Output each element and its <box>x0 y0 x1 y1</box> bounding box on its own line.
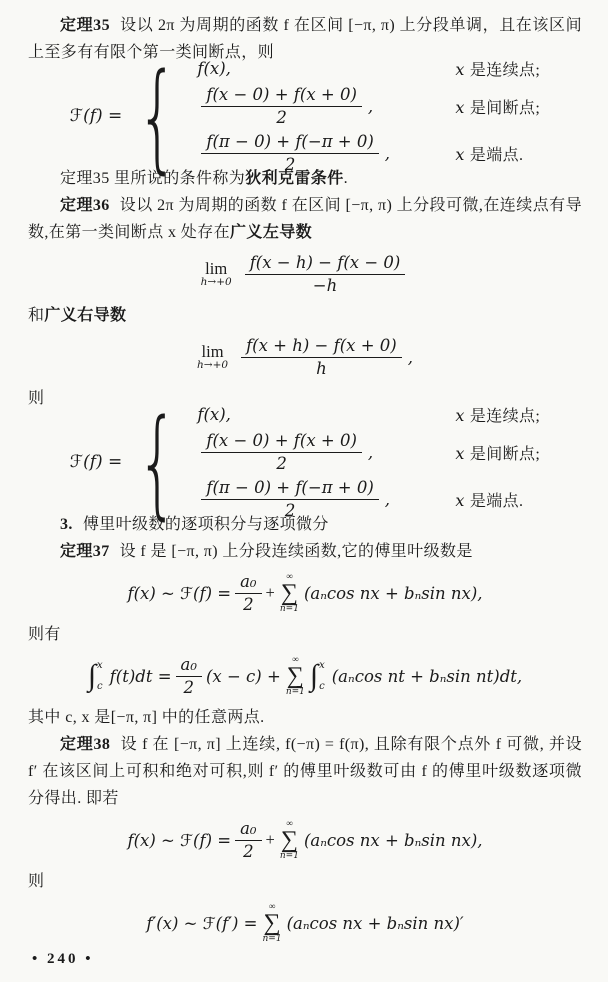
case-rows <box>197 403 540 520</box>
theorem-36-text: 设以 2π 为周期的函数 f 在区间 [−π, π) 上分段可微,在连续点有导数,在第一类间断点 x 处存在 <box>28 197 582 241</box>
theorem-38-text: 设 f 在 [−π, π] 上连续, f(−π) = f(π), 且除有限个点外 f 可微, 并设 f′ 在该区间上可积和绝对可积,则 f′ 的傅里叶级数可由 f 的傅里叶级数逐项微分得出. 即若 <box>28 736 582 807</box>
case-condition: x 是间断点; <box>455 97 541 117</box>
summation-operator: ∞ ∑ n=1 <box>279 818 299 861</box>
fourier-operator-lhs: ℱ(f) = <box>69 451 123 472</box>
dirichlet-remark-paragraph: 定理35 里所说的条件称为狄利克雷条件. <box>60 170 349 187</box>
case-row-discontinuity <box>197 431 540 473</box>
fourier-series-formula-2: f(x) ~ ℱ(f) = $\frac{\text{a₀}}{2}$ + ∞ ∑ n=1 (aₙcos nx + bₙsin nx), <box>127 818 483 861</box>
limit-operator: lim h→+0 <box>200 258 232 289</box>
theorem-36-label: 定理36 <box>60 197 110 214</box>
fraction: $\frac{\text{a₀}}{2}$ <box>235 819 261 861</box>
theorem-37-text: 设 f 是 [−π, π) 上分段连续函数,它的傅里叶级数是 <box>119 543 473 560</box>
generalized-left-derivative-term: 广义左导数 <box>230 224 313 241</box>
theorem-38-label: 定理38 <box>60 736 111 753</box>
theorem-38-paragraph <box>28 731 582 812</box>
summation-operator: ∞ ∑ n=1 <box>262 901 282 944</box>
then-word-2: 则 <box>28 873 45 890</box>
case-expr: $\frac{f(x - 0) + f(x + 0)}{2}$ , <box>197 431 455 473</box>
summation-operator: ∞ ∑ n=1 <box>285 654 305 697</box>
case-condition: x 是间断点; <box>455 443 541 463</box>
page-number: • 240 • <box>32 951 94 967</box>
theorem-37-label: 定理37 <box>60 543 110 560</box>
case-expr: f(x), <box>197 405 231 424</box>
case-condition: x 是端点. <box>455 490 524 510</box>
theorem-35-label: 定理35 <box>60 17 110 34</box>
summation-operator: ∞ ∑ n=1 <box>279 571 299 614</box>
term-by-term-differentiation-formula: f′(x) ~ ℱ(f′) = ∞ ∑ n=1 (aₙcos nx + bₙsin nx)′ <box>146 901 464 944</box>
left-brace: { <box>137 46 179 185</box>
then-have-word: 则有 <box>28 626 61 643</box>
dirichlet-term: 狄利克雷条件 <box>245 170 344 187</box>
theorem-36-paragraph <box>28 192 582 246</box>
generalized-right-derivative-term: 广义右导数 <box>44 307 127 324</box>
term-by-term-integration-formula: ∫ x c f(t)dt = $\frac{\text{a₀}}{2}$ (x − c) + ∞ ∑ n=1 ∫ x c (aₙcos nt + bₙsin nt)dt, <box>87 654 523 697</box>
fraction: $\frac{f(\pi - 0) + f(-\pi + 0)}{2}$ <box>201 478 378 520</box>
case-row-discontinuity <box>197 85 540 127</box>
left-derivative-formula <box>28 251 582 297</box>
section-title: 傅里叶级数的逐项积分与逐项微分 <box>82 516 329 533</box>
fraction: $\frac{f(x - h) - f(x - 0)}{-h}$ <box>245 253 406 295</box>
fraction: $\frac{\text{a₀}}{2}$ <box>176 655 202 697</box>
case-expr: f(x), <box>197 59 231 78</box>
case-row-continuous <box>197 57 540 80</box>
fourier-series-formula-1: f(x) ~ ℱ(f) = $\frac{\text{a₀}}{2}$ + ∞ ∑ n=1 (aₙcos nx + bₙsin nx), <box>127 571 483 614</box>
fraction: $\frac{\text{a₀}}{2}$ <box>235 572 261 614</box>
case-rows <box>197 57 540 174</box>
case-row-continuous <box>197 403 540 426</box>
right-derivative-formula: lim h→+0 $\frac{f(x + h) - f(x + 0)}{h}$ , <box>197 336 413 378</box>
theorem-37-paragraph <box>28 538 582 565</box>
integral-operator: ∫ x c <box>309 659 325 692</box>
fraction: $\frac{f(\pi - 0) + f(-\pi + 0)}{2}$ <box>201 132 378 174</box>
right-derivative-label: 和广义右导数 <box>28 307 127 324</box>
limit-operator: lim h→+0 <box>197 341 229 372</box>
section-number: 3. <box>60 516 73 533</box>
case-condition: x 是端点. <box>455 144 524 164</box>
then-word: 则 <box>28 390 45 407</box>
integral-operator: ∫ x c <box>87 659 103 692</box>
case-expr: $\frac{f(x - 0) + f(x + 0)}{2}$ , <box>197 85 455 127</box>
case-condition: x 是连续点; <box>455 60 541 79</box>
fraction: $\frac{f(x - 0) + f(x + 0)}{2}$ <box>201 85 362 127</box>
points-note-paragraph: 其中 c, x 是[−π, π] 中的任意两点. <box>28 709 265 726</box>
left-brace: { <box>137 392 179 531</box>
fraction: $\frac{f(x - 0) + f(x + 0)}{2}$ <box>201 431 362 473</box>
theorem-35-text: 设以 2π 为周期的函数 f 在区间 [−π, π) 上分段单调，且在该区间上至多有有限个第一类间断点，则 <box>28 17 582 61</box>
case-condition: x 是连续点; <box>455 406 541 425</box>
section-3-heading <box>28 511 582 538</box>
fourier-operator-lhs: ℱ(f) = <box>69 105 123 126</box>
fraction: $\frac{f(x + h) - f(x + 0)}{h}$ <box>241 336 402 378</box>
case-expr: $\frac{f(\pi - 0) + f(-\pi + 0)}{2}$ , <box>197 478 455 520</box>
case-expr: $\frac{f(\pi - 0) + f(-\pi + 0)}{2}$ , <box>197 132 455 174</box>
